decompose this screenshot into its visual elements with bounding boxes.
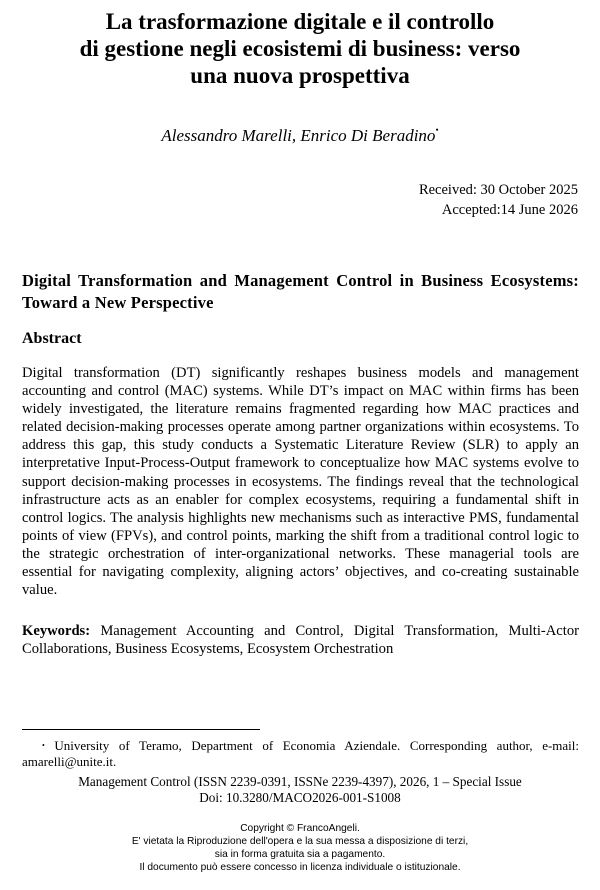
keywords-text: Management Accounting and Control, Digital Transformation, Multi-Actor Collaborations, Business Ecosystems, Ecosystem Orchestration <box>22 623 579 658</box>
journal-line: Management Control (ISSN 2239-0391, ISSNe 2239-4397), 2026, 1 – Special Issue <box>78 774 522 789</box>
abstract-heading: Abstract <box>22 330 82 347</box>
authors-line <box>0 126 600 146</box>
keywords-label: Keywords: <box>22 623 91 639</box>
submission-dates <box>419 180 578 220</box>
article-title <box>30 8 570 89</box>
footnote-text: University of Teramo, Department of Economia Aziendale. Corresponding author, e-mail: amarelli@unite.it. <box>22 738 580 769</box>
received-date: Received: 30 October 2025 <box>418 182 578 198</box>
copyright-line: sia in forma gratuita sia a pagamento. <box>214 849 386 860</box>
copyright-line: Il documento può essere concesso in licenza individuale o istituzionale. <box>139 862 461 873</box>
title-line: La trasformazione digitale e il controllo <box>105 9 495 34</box>
keywords <box>22 622 579 658</box>
abstract-text: Digital transformation (DT) significantly reshapes business models and management accounting and control (MAC) systems. While DT’s impact on MAC within firms has been widely investigated, the literature remains fragmented regarding how MAC practices and related decision-making processes operate among partner organizations within ecosystems. To address this gap, this study conducts a Systematic Literature Review (SLR) to apply an interpretative Input-Process-Output framework to conceptualize how MAC systems evolve to support decision-making processes in ecosystems. The findings reveal that the technological infrastructure acts as an enabler for complex ecosystems, requiring a fundamental shift in control logics. The analysis highlights new mechanisms such as interactive PMS, fundamental points of view (FPVs), and control points, marking the shift from a traditional control logic to the strategic orchestration of inter-organizational networks. These managerial tools are essential for navigating complexity, aligning actors’ objectives, and co-creating sustainable value. <box>22 365 579 599</box>
copyright-notice <box>0 822 600 874</box>
copyright-line: Copyright © FrancoAngeli. <box>240 823 360 834</box>
footnote-divider <box>22 729 260 730</box>
journal-info <box>0 774 600 806</box>
english-title: Digital Transformation and Management Control in Business Ecosystems: Toward a New Perspective <box>22 271 579 312</box>
copyright-line: E' vietata la Riproduzione dell'opera e la sua messa a disposizione di terzi, <box>131 836 469 847</box>
footnote <box>22 738 579 770</box>
authors: Alessandro Marelli, Enrico Di Beradino <box>161 126 436 145</box>
title-line: una nuova prospettiva <box>190 63 410 88</box>
accepted-date: Accepted:14 June 2026 <box>441 202 578 218</box>
title-line: di gestione negli ecosistemi di business: verso <box>79 36 521 61</box>
doi-line: Doi: 10.3280/MACO2026-001-S1008 <box>199 790 401 805</box>
footnote-mark: • <box>42 741 45 750</box>
author-footnote-mark: • <box>435 125 439 135</box>
